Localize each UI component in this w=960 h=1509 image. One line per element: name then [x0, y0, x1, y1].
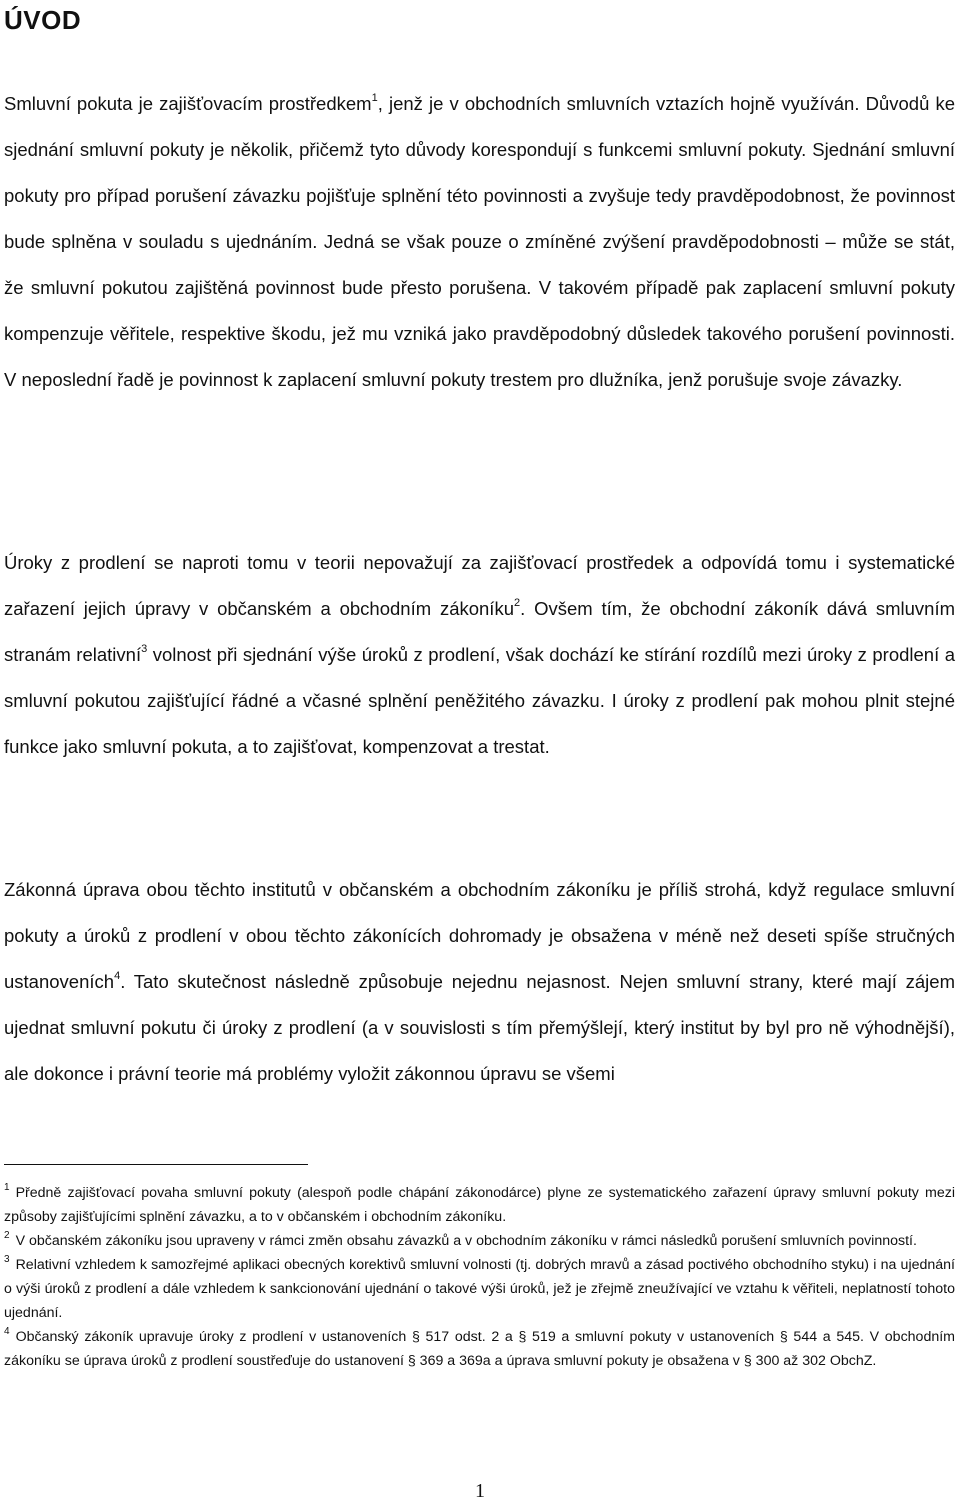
paragraph-introduction: [4, 81, 955, 403]
paragraph-text: , jenž je v obchodních smluvních vztazích hojně využíván. Důvodů ke sjednání smluvní pokuty je několik, přičemž tyto důvody korespondují s funkcemi smluvní pokuty. Sjednání smluvní pokuty pro případ porušení závazku pojišťuje splnění této povinnosti a zvyšuje tedy pravděpodobnost, že povinnost bude splněna v souladu s ujednáním. Jedná se však pouze o zmíněné zvýšení pravděpodobnosti – může se stát, že smluvní pokutou zajištěná povinnost bude přesto porušena. V takovém případě pak zaplacení smluvní pokuty kompenzuje věřitele, respektive škodu, jež mu vzniká jako pravděpodobný důsledek takového porušení povinnosti. V neposlední řadě je povinnost k zaplacení smluvní pokuty trestem pro dlužníka, jenž porušuje svoje závazky.: [4, 93, 955, 390]
paragraph-text: Úroky z prodlení se naproti tomu v teorii nepovažují za zajišťovací prostředek a odpovídá tomu i systematické zařazení jejich úpravy v občanském a obchodním zákoníku: [4, 552, 955, 619]
page-number: 1: [475, 1480, 485, 1502]
footnote-text: Relativní vzhledem k samozřejmé aplikaci obecných korektivů smluvní volnosti (tj. dobrých mravů a zásad poctivého obchodního styku) i na ujednání o výši úroků z prodlení a dále vzhledem k sankcionování ujednání o takové výši úroků, jež je zřejmě zneužívající ve vztahu k věřiteli, neplatností tohoto ujednání.: [4, 1257, 955, 1321]
footnote: [4, 1325, 955, 1373]
footnote-list: [4, 1181, 955, 1373]
footnote-number: 2: [4, 1230, 10, 1241]
footnote-text: Předně zajišťovací povaha smluvní pokuty (alespoň podle chápání zákonodárce) plyne ze systematického zařazení úpravy smluvní pokuty mezi způsoby zajišťujícími splnění závazku, a to v občanském i obchodním zákoníku.: [4, 1185, 955, 1225]
footnote-reference: 2: [514, 597, 521, 609]
footnote-text: V občanském zákoníku jsou upraveny v rámci změn obsahu závazků a v obchodním zákoníku v rámci následků porušení smluvních povinností.: [15, 1233, 917, 1249]
paragraph-text: . Tato skutečnost následně způsobuje nejednu nejasnost. Nejen smluvní strany, které mají zájem ujednat smluvní pokutu či úroky z prodlení (a v souvislosti s tím přemýšlejí, který institut by byl pro ně výhodnější), ale dokonce i právní teorie má problémy vyložit zákonnou úpravu se všemi: [4, 971, 955, 1084]
footnote: [4, 1181, 955, 1229]
footnote-reference: 3: [141, 643, 148, 655]
paragraph-interest: [4, 540, 955, 770]
footnote-separator: [4, 1164, 308, 1165]
footnote-text: Občanský zákoník upravuje úroky z prodlení v ustanoveních § 517 odst. 2 a § 519 a smluvní pokuty v ustanoveních § 544 a 545. V obchodním zákoníku se úprava úroků z prodlení soustřeďuje do ustanovení § 369 a 369a a úprava smluvní pokuty je obsažena v § 300 až 302 ObchZ.: [4, 1329, 955, 1369]
footnote: [4, 1229, 955, 1253]
paragraph-text: volnost při sjednání výše úroků z prodlení, však dochází ke stírání rozdílů mezi úroky z prodlení a smluvní pokutou zajišťující řádné a včasné splnění peněžitého závazku. I úroky z prodlení pak mohou plnit stejné funkce jako smluvní pokuta, a to zajišťovat, kompenzovat a trestat.: [4, 644, 956, 757]
paragraph-legislation: [4, 867, 955, 1097]
footnote-reference: 1: [371, 92, 378, 104]
page-title: ÚVOD: [4, 5, 82, 35]
footnote-number: 3: [4, 1254, 10, 1265]
footnote-reference: 4: [114, 970, 121, 982]
paragraph-text: . Ovšem tím, že obchodní zákoník dává smluvním stranám relativní: [4, 598, 955, 665]
paragraph-text: Zákonná úprava obou těchto institutů v občanském a obchodním zákoníku je příliš strohá, když regulace smluvní pokuty a úroků z prodlení v obou těchto zákonících dohromady je obsažena v méně než deseti spíše stručných ustanoveních: [4, 879, 955, 992]
footnote: [4, 1253, 955, 1325]
paragraph-text: Smluvní pokuta je zajišťovacím prostředkem: [4, 93, 372, 114]
footnote-number: 1: [4, 1182, 10, 1193]
footnote-number: 4: [4, 1326, 10, 1337]
